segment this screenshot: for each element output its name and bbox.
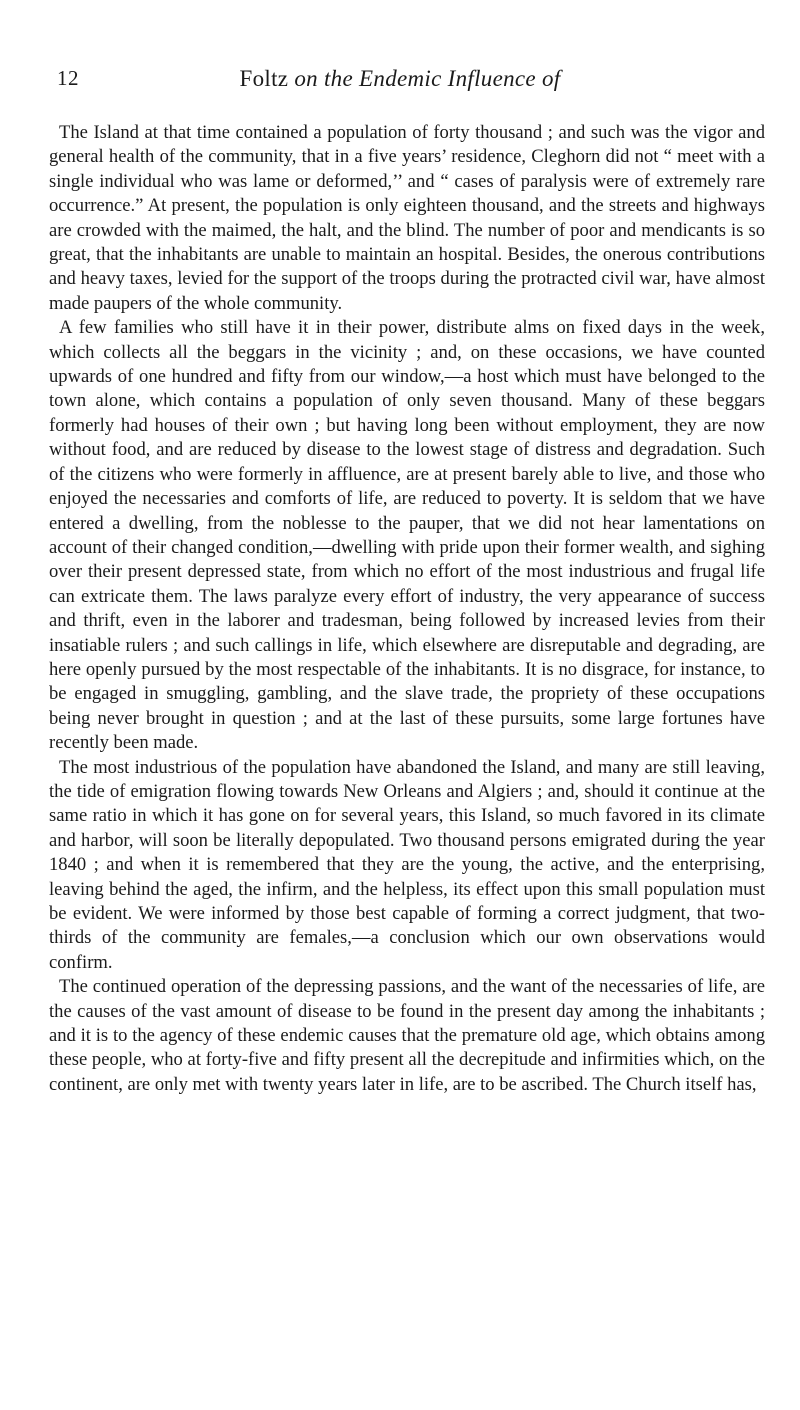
running-title-main: Endemic Influence	[359, 66, 536, 91]
body-text	[49, 121, 765, 1097]
paragraph-beggars: A few families who still have it in their power, distribute alms on fixed days in the week, which collects all the beggars in the vicinity ; and, on these occasions, we have counted upwards of one hundred and fifty from our window,—a host which must have belonged to the town alone, which contains a population of only seven thousand. Many of these beggars formerly had houses of their own ; but having long been without employment, they are now without food, and are reduced by disease to the lowest stage of distress and degradation. Such of the citizens who were formerly in affluence, are at present barely able to live, and those who enjoyed the necessaries and comforts of life, are reduced to poverty. It is seldom that we have entered a dwelling, from the noblesse to the pauper, that we did not hear lamentations on account of their changed condition,—dwelling with pride upon their former wealth, and sighing over their present depressed state, from which no effort of the most industrious and frugal life can extricate them. The laws paralyze every effort of industry, the very appearance of success and thrift, even in the laborer and tradesman, being followed by increased levies from their insatiable rulers ; and such callings in life, which elsewhere are disreputable and degrading, are here openly pursued by the most respectable of the inhabitants. It is no disgrace, for instance, to be engaged in smuggling, gambling, and the slave trade, the propriety of these occupations being never brought in question ; and at the last of these pursuits, some large fortunes have recently been made.	[49, 317, 765, 754]
running-head	[0, 66, 800, 100]
paragraph-emigration: The most industrious of the population have abandoned the Island, and many are still leaving, the tide of emigration flowing towards New Orleans and Algiers ; and, should it continue at the same ratio in which it has gone on for several years, this Island, so much favored in its climate and harbor, will soon be literally depopulated. Two thousand persons emigrated during the year 1840 ; and when it is remembered that they are the young, the active, and the enterprising, leaving behind the aged, the infirm, and the helpless, its effect upon this small population must be evident. We were informed by those best capable of forming a correct judgment, that two-thirds of the community are females,—a conclusion which our own observations would confirm.	[49, 756, 765, 973]
running-title	[0, 66, 800, 92]
paragraph-endemic-causes: The continued operation of the depressing passions, and the want of the necessaries of life, are the causes of the vast amount of disease to be found in the present day among the inhabitants ; and it is to the agency of these endemic causes that the premature old age, which obtains among these people, who at forty-five and fifty present all the decrepitude and infirmities which, on the continent, are only met with twenty years later in life, are to be ascribed. The Church itself has,	[49, 976, 765, 1095]
running-title-of: of	[542, 66, 561, 91]
running-title-on: on the	[294, 66, 353, 91]
running-title-author: Foltz	[239, 66, 289, 91]
page-number: 12	[57, 66, 79, 90]
paragraph-population: The Island at that time contained a population of forty thousand ; and such was the vigor and general health of the community, that in a five years’ residence, Cleghorn did not “ meet with a single individual who was lame or deformed,’’ and “ cases of paralysis were of extremely rare occurrence.” At present, the population is only eighteen thousand, and the streets and highways are crowded with the maimed, the halt, and the blind. The number of poor and mendicants is so great, that the inhabitants are unable to maintain an hospital. Besides, the onerous contributions and heavy taxes, levied for the support of the troops during the protracted civil war, have almost made paupers of the whole community.	[49, 122, 765, 314]
